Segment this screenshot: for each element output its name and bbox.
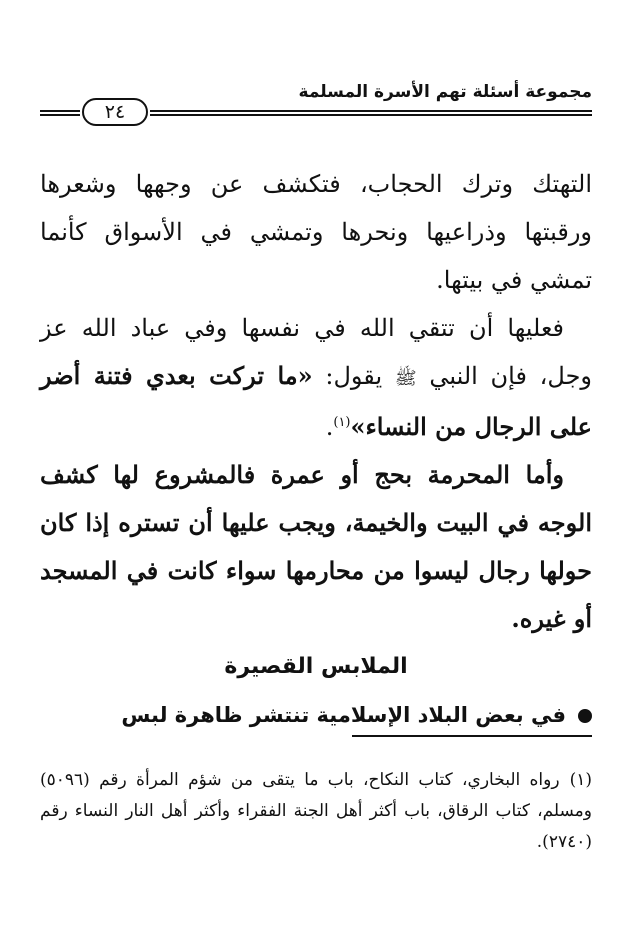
footnote-1 <box>40 765 592 858</box>
section-heading: الملابس القصيرة <box>224 654 408 679</box>
paragraph-2-says: يقول: <box>325 362 383 390</box>
bullet-text: في بعض البلاد الإسلامية تنتشر ظاهرة لبس <box>121 703 566 727</box>
bullet-dot-icon <box>578 709 592 723</box>
bullet-item <box>40 691 592 739</box>
footnote-1-number: (١) <box>569 770 592 790</box>
paragraph-1: التهتك وترك الحجاب، فتكشف عن وجهها وشعرها ورقبتها وذراعيها ونحرها وتمشي في الأسواق كأنما تمشي في بيتها. <box>40 170 592 294</box>
hadith-quote: «ما تركت بعدي فتنة أضر على الرجال من النساء» <box>40 361 592 441</box>
footnotes <box>40 765 592 858</box>
page-header <box>40 80 592 140</box>
page-number: ٢٤ <box>82 98 148 126</box>
footnote-marker: (١) <box>333 415 351 430</box>
paragraph-3: وأما المحرمة بحج أو عمرة فالمشروع لها كشف الوجه في البيت والخيمة، ويجب عليها أن تستره إذا كان حولها رجال ليسوا من محارمها سواء كانت في المسجد أو غيره. <box>40 460 592 633</box>
running-title: مجموعة أسئلة تهم الأسرة المسلمة <box>298 82 592 102</box>
paragraph-2-end: . <box>325 413 334 441</box>
footnote-1-text: رواه البخاري، كتاب النكاح، باب ما يتقى من شؤم المرأة رقم (٥٠٩٦) ومسلم، كتاب الرقاق، باب أكثر أهل الجنة الفقراء وأكثر أهل النار النساء رقم (٢٧٤٠). <box>40 770 592 852</box>
salla-ligature: ﷺ <box>394 368 417 389</box>
paragraph-2-intro: فعليها أن تتقي الله في نفسها وفي عباد الله عز وجل، فإن النبي <box>40 314 593 390</box>
paragraph-2 <box>40 304 592 451</box>
header-double-rule-short <box>40 110 80 116</box>
footnote-separator <box>352 735 592 737</box>
main-text <box>40 160 592 739</box>
header-double-rule <box>150 110 592 116</box>
